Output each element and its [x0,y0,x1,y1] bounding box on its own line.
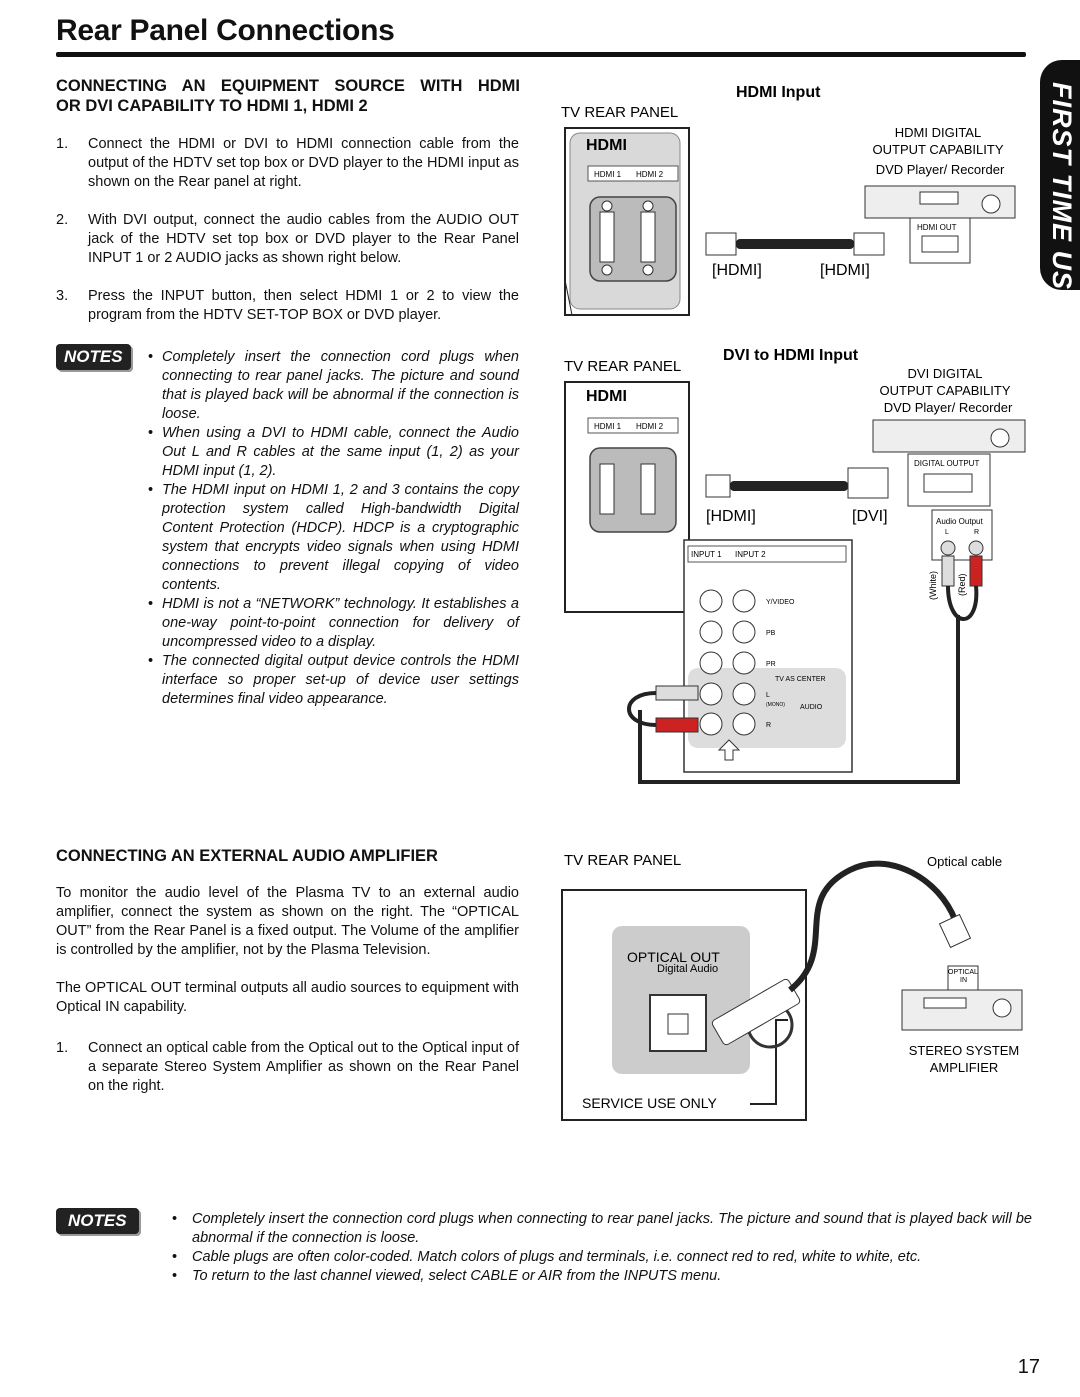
bottom-notes [172,1210,1032,1286]
svg-text:Y/VIDEO: Y/VIDEO [766,599,795,606]
source-line2: OUTPUT CAPABILITY [872,142,1004,157]
hdmi-plug-left [706,233,736,255]
svg-text:DVI DIGITAL: DVI DIGITAL [907,366,983,381]
svg-text:DVD Player/ Recorder: DVD Player/ Recorder [883,400,1013,415]
tv-rear-panel-label: TV REAR PANEL [561,104,679,121]
source-line1: HDMI DIGITAL [894,125,982,140]
tv-rear-panel-label-3: TV REAR PANEL [564,852,682,869]
step-1: 1. Connect an optical cable from the Optical out to the Optical input of a separate Stereo System Amplifier as shown on the Rear Panel on the right. [56,1040,519,1094]
note-item: • Completely insert the connection cord plugs when connecting to rear panel jacks. The picture and sound that is played back will be abnormal if the connection is loose. [148,348,519,424]
page-title: Rear Panel Connections [56,14,395,47]
svg-text:R: R [766,722,772,729]
hdmi-plug-dvi-cable [706,475,730,497]
hdmi-plug-right [854,233,884,255]
tv-rear-panel-label-2: TV REAR PANEL [564,358,682,375]
note-item: • The HDMI input on HDMI 1, 2 and 3 contains the copy protection system called High-bandwidth Digital Content Protection (HDCP). HDCP is a cryptographic system that encrypts video signals when using HDMI connections to prevent illegal copying of video contents. [148,481,519,595]
page-number: 17 [1017,1356,1040,1378]
audio-output-label: Audio Output [936,517,983,526]
hdmi-out-label: HDMI OUT [917,223,957,232]
dvi-plug [848,468,888,498]
svg-text:INPUT 1: INPUT 1 [691,550,722,559]
digital-output-label: DIGITAL OUTPUT [914,459,980,468]
bottom-notes-badge: NOTES [56,1208,139,1234]
svg-text:INPUT 2: INPUT 2 [735,550,766,559]
svg-text:R: R [974,529,980,536]
dvi-input-title: DVI to HDMI Input [723,347,859,364]
svg-text:L: L [945,529,949,536]
source-line3: DVD Player/ Recorder [875,162,1005,177]
svg-text:HDMI 1: HDMI 1 [594,422,622,431]
note-item: • When using a DVI to HDMI cable, connect the Audio Out L and R cables at the same input (1, 2) as your HDMI input (1, 2). [148,424,519,481]
hdmi-logo-2: HDMI [586,388,627,405]
amp-line2: AMPLIFIER [929,1060,999,1075]
svg-text:L: L [766,692,770,699]
title-rule [56,52,1026,57]
section2-paragraph-2: The OPTICAL OUT terminal outputs all audio sources to equipment with Optical IN capability. [56,980,519,1015]
hdmi2-port-label: HDMI 2 [636,170,664,179]
step-3: 3. Press the INPUT button, then select HDMI 1 or 2 to view the program from the HDTV SET-TOP BOX or DVD player. [56,288,519,323]
note-item: • The connected digital output device controls the HDMI interface so proper set-up of device user settings determines final video appearance. [148,652,519,709]
section1-heading-line2: OR DVI CAPABILITY TO HDMI 1, HDMI 2 [56,97,368,115]
hdmi-connection-diagram [540,70,1040,810]
bottom-note-item: • Completely insert the connection cord plugs when connecting to rear panel jacks. The picture and sound that is played back will be abnormal if the connection is loose. [172,1210,1032,1248]
step-1: 1. Connect the HDMI or DVI to HDMI connection cable from the output of the HDTV set top box or DVD player to the HDMI input as shown on the Rear panel at right. [56,136,519,190]
optical-out-label: OPTICAL OUT [627,949,720,965]
amp-line1: STEREO SYSTEM [908,1043,1020,1058]
optical-connection-diagram [540,840,1040,1130]
notes-badge: NOTES [56,344,131,370]
section-tab [1040,60,1080,310]
note-item: • HDMI is not a “NETWORK” technology. It establishes a one-way point-to-point connection for delivery of uncompressed video to a display. [148,595,519,652]
section1-notes [148,348,519,709]
section1-heading-line1: CONNECTING AN EQUIPMENT SOURCE WITH HDMI [56,77,520,95]
section1-steps [56,135,519,344]
svg-text:HDMI 2: HDMI 2 [636,422,664,431]
svg-text:(Red): (Red) [957,573,967,596]
svg-text:PR: PR [766,661,776,668]
section2-steps [56,1039,519,1115]
white-plug [942,556,954,586]
hdmi1-port-label: HDMI 1 [594,170,622,179]
section2-paragraph-1: To monitor the audio level of the Plasma TV to an external audio amplifier, connect the system as shown on the right. The “OPTICAL OUT” from the Rear Panel is a fixed output. The Volume of the amplifier is controlled by the amplifier, not by the Plasma Television. [56,885,519,958]
section1-heading [56,76,520,116]
svg-text:PB: PB [766,630,776,637]
section2-heading: CONNECTING AN EXTERNAL AUDIO AMPLIFIER [56,847,438,865]
hdmi-logo: HDMI [586,137,627,154]
svg-text:AUDIO: AUDIO [800,704,823,711]
service-use-only: SERVICE USE ONLY [582,1095,717,1111]
optical-cable-label: Optical cable [927,854,1003,869]
step-2: 2. With DVI output, connect the audio cables from the AUDIO OUT jack of the HDTV set top box or DVD player to the Rear Panel INPUT 1 or 2 AUDIO jacks as shown right below. [56,212,519,266]
red-plug [970,556,982,586]
bottom-note-item: • To return to the last channel viewed, select CABLE or AIR from the INPUTS menu. [172,1267,1032,1286]
bottom-note-item: • Cable plugs are often color-coded. Match colors of plugs and terminals, i.e. connect red to red, white to white, etc. [172,1248,1032,1267]
section-tab-label: FIRST TIME USE [1047,82,1077,310]
svg-text:OUTPUT CAPABILITY: OUTPUT CAPABILITY [879,383,1011,398]
digital-audio-label: Digital Audio [657,963,719,975]
cable-left-label: [HDMI] [712,262,762,279]
svg-text:TV AS CENTER: TV AS CENTER [775,676,826,683]
dvi-cable [730,481,848,491]
svg-text:[HDMI]: [HDMI] [706,508,756,525]
cable-right-label: [HDMI] [820,262,870,279]
hdmi-input-title: HDMI Input [736,84,821,101]
svg-text:OPTICAL: OPTICAL [948,969,978,976]
hdmi-cable [736,239,854,249]
svg-text:[DVI]: [DVI] [852,508,888,525]
svg-text:(White): (White) [928,571,938,600]
svg-text:IN: IN [960,977,967,984]
svg-text:(MONO): (MONO) [766,702,785,708]
